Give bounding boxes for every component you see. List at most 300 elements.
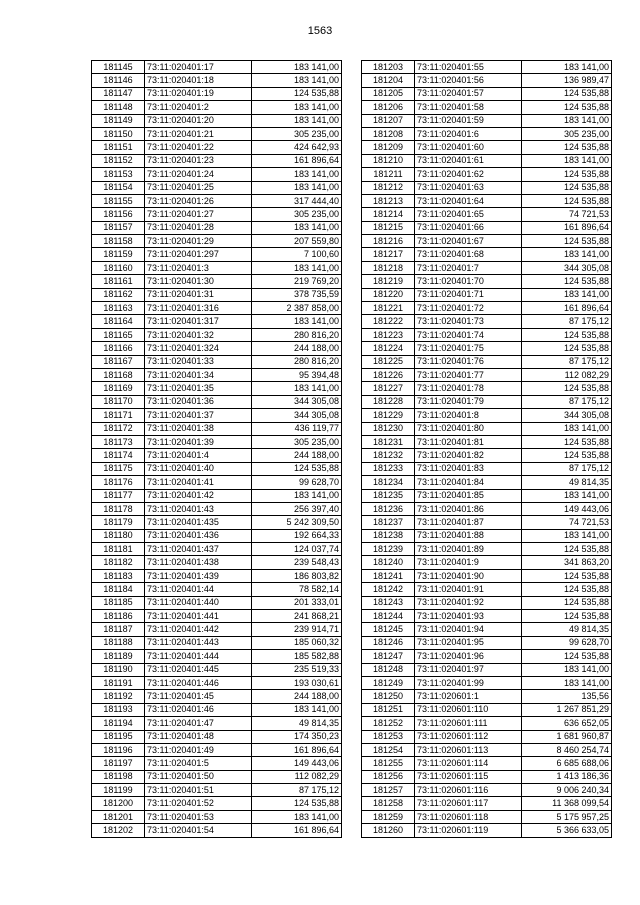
- row-number-cell: 181164: [92, 315, 145, 328]
- cadastral-number-cell: 73:11:020401:41: [145, 476, 252, 489]
- row-number-cell: 181182: [92, 556, 145, 569]
- table-row: [362, 342, 612, 355]
- row-number-cell: 181175: [92, 462, 145, 475]
- row-number-cell: 181257: [362, 784, 415, 797]
- cadastral-value-cell: 124 535,88: [522, 275, 612, 288]
- cadastral-value-cell: 436 119,77: [252, 422, 342, 435]
- cadastral-value-cell: 5 242 309,50: [252, 516, 342, 529]
- row-number-cell: 181188: [92, 636, 145, 649]
- row-number-cell: 181167: [92, 355, 145, 368]
- row-number-cell: 181184: [92, 583, 145, 596]
- table-row: [92, 462, 342, 475]
- cadastral-number-cell: 73:11:020401:57: [415, 87, 522, 100]
- cadastral-number-cell: 73:11:020401:24: [145, 168, 252, 181]
- table-row: [92, 623, 342, 636]
- cadastral-value-cell: 161 896,64: [252, 824, 342, 837]
- table-row: [362, 382, 612, 395]
- cadastral-number-cell: 73:11:020401:58: [415, 101, 522, 114]
- cadastral-value-cell: 6 685 688,06: [522, 757, 612, 770]
- cadastral-number-cell: 73:11:020401:49: [145, 743, 252, 756]
- cadastral-number-cell: 73:11:020401:29: [145, 235, 252, 248]
- cadastral-value-cell: 9 006 240,34: [522, 784, 612, 797]
- cadastral-value-cell: 183 141,00: [522, 489, 612, 502]
- cadastral-number-cell: 73:11:020601:118: [415, 810, 522, 823]
- table-row: [362, 784, 612, 797]
- page-number: 1563: [307, 25, 333, 37]
- row-number-cell: 181217: [362, 248, 415, 261]
- row-number-cell: 181228: [362, 395, 415, 408]
- row-number-cell: 181149: [92, 114, 145, 127]
- row-number-cell: 181248: [362, 663, 415, 676]
- row-number-cell: 181197: [92, 757, 145, 770]
- table-row: [92, 810, 342, 823]
- cadastral-value-cell: 183 141,00: [252, 221, 342, 234]
- cadastral-number-cell: 73:11:020401:77: [415, 368, 522, 381]
- table-row: [362, 141, 612, 154]
- table-row: [362, 489, 612, 502]
- table-row: [362, 690, 612, 703]
- cadastral-number-cell: 73:11:020401:8: [415, 409, 522, 422]
- cadastral-number-cell: 73:11:020401:67: [415, 235, 522, 248]
- table-row: [92, 676, 342, 689]
- table-row: [362, 208, 612, 221]
- cadastral-number-cell: 73:11:020401:94: [415, 623, 522, 636]
- cadastral-value-cell: 183 141,00: [252, 61, 342, 74]
- cadastral-number-cell: 73:11:020401:31: [145, 288, 252, 301]
- cadastral-number-cell: 73:11:020401:78: [415, 382, 522, 395]
- row-number-cell: 181232: [362, 449, 415, 462]
- cadastral-value-cell: 1 681 960,87: [522, 730, 612, 743]
- cadastral-number-cell: 73:11:020401:3: [145, 261, 252, 274]
- table-row: [92, 101, 342, 114]
- cadastral-value-cell: 161 896,64: [522, 302, 612, 315]
- cadastral-value-cell: 124 535,88: [522, 569, 612, 582]
- cadastral-value-cell: 239 914,71: [252, 623, 342, 636]
- cadastral-value-cell: 87 175,12: [522, 355, 612, 368]
- row-number-cell: 181258: [362, 797, 415, 810]
- cadastral-number-cell: 73:11:020401:81: [415, 435, 522, 448]
- table-row: [92, 328, 342, 341]
- row-number-cell: 181233: [362, 462, 415, 475]
- cadastral-value-cell: 239 548,43: [252, 556, 342, 569]
- cadastral-number-cell: 73:11:020401:441: [145, 610, 252, 623]
- cadastral-value-cell: 87 175,12: [252, 784, 342, 797]
- row-number-cell: 181251: [362, 703, 415, 716]
- row-number-cell: 181259: [362, 810, 415, 823]
- table-row: [362, 154, 612, 167]
- cadastral-number-cell: 73:11:020601:110: [415, 703, 522, 716]
- table-row: [92, 342, 342, 355]
- cadastral-number-cell: 73:11:020401:5: [145, 757, 252, 770]
- row-number-cell: 181176: [92, 476, 145, 489]
- cadastral-value-cell: 341 863,20: [522, 556, 612, 569]
- cadastral-number-cell: 73:11:020401:97: [415, 663, 522, 676]
- table-row: [92, 596, 342, 609]
- cadastral-value-cell: 124 535,88: [522, 449, 612, 462]
- cadastral-number-cell: 73:11:020401:88: [415, 529, 522, 542]
- table-row: [362, 435, 612, 448]
- cadastral-number-cell: 73:11:020401:324: [145, 342, 252, 355]
- table-row: [92, 743, 342, 756]
- table-row: [92, 355, 342, 368]
- cadastral-value-cell: 244 188,00: [252, 342, 342, 355]
- row-number-cell: 181201: [92, 810, 145, 823]
- cadastral-value-cell: 124 535,88: [522, 596, 612, 609]
- cadastral-number-cell: 73:11:020401:87: [415, 516, 522, 529]
- row-number-cell: 181236: [362, 502, 415, 515]
- row-number-cell: 181242: [362, 583, 415, 596]
- table-row: [362, 194, 612, 207]
- cadastral-value-cell: 136 989,47: [522, 74, 612, 87]
- cadastral-value-cell: 201 333,01: [252, 596, 342, 609]
- row-number-cell: 181252: [362, 717, 415, 730]
- cadastral-value-cell: 183 141,00: [252, 261, 342, 274]
- cadastral-value-cell: 183 141,00: [522, 61, 612, 74]
- row-number-cell: 181246: [362, 636, 415, 649]
- cadastral-value-cell: 49 814,35: [522, 623, 612, 636]
- cadastral-number-cell: 73:11:020401:54: [145, 824, 252, 837]
- row-number-cell: 181211: [362, 168, 415, 181]
- cadastral-number-cell: 73:11:020401:92: [415, 596, 522, 609]
- cadastral-value-cell: 183 141,00: [252, 114, 342, 127]
- cadastral-number-cell: 73:11:020401:446: [145, 676, 252, 689]
- cadastral-number-cell: 73:11:020401:317: [145, 315, 252, 328]
- row-number-cell: 181213: [362, 194, 415, 207]
- table-row: [92, 194, 342, 207]
- cadastral-number-cell: 73:11:020401:17: [145, 61, 252, 74]
- cadastral-value-cell: 5 366 633,05: [522, 824, 612, 837]
- cadastral-value-cell: 305 235,00: [252, 127, 342, 140]
- cadastral-number-cell: 73:11:020401:68: [415, 248, 522, 261]
- row-number-cell: 181153: [92, 168, 145, 181]
- cadastral-value-cell: 305 235,00: [522, 127, 612, 140]
- cadastral-number-cell: 73:11:020401:53: [145, 810, 252, 823]
- row-number-cell: 181249: [362, 676, 415, 689]
- table-row: [362, 516, 612, 529]
- row-number-cell: 181226: [362, 368, 415, 381]
- cadastral-value-cell: 183 141,00: [522, 676, 612, 689]
- table-row: [92, 516, 342, 529]
- row-number-cell: 181151: [92, 141, 145, 154]
- cadastral-value-cell: 124 535,88: [522, 328, 612, 341]
- cadastral-number-cell: 73:11:020401:47: [145, 717, 252, 730]
- table-row: [92, 757, 342, 770]
- table-row: [92, 489, 342, 502]
- cadastral-number-cell: 73:11:020401:48: [145, 730, 252, 743]
- table-row: [92, 395, 342, 408]
- row-number-cell: 181235: [362, 489, 415, 502]
- cadastral-number-cell: 73:11:020401:72: [415, 302, 522, 315]
- cadastral-number-cell: 73:11:020401:90: [415, 569, 522, 582]
- row-number-cell: 181171: [92, 409, 145, 422]
- table-row: [92, 141, 342, 154]
- table-row: [362, 824, 612, 837]
- cadastral-value-cell: 124 535,88: [252, 797, 342, 810]
- row-number-cell: 181204: [362, 74, 415, 87]
- cadastral-value-cell: 183 141,00: [252, 382, 342, 395]
- table-row: [362, 529, 612, 542]
- cadastral-value-cell: 183 141,00: [522, 248, 612, 261]
- row-number-cell: 181173: [92, 435, 145, 448]
- row-number-cell: 181191: [92, 676, 145, 689]
- table-row: [92, 770, 342, 783]
- row-number-cell: 181185: [92, 596, 145, 609]
- row-number-cell: 181186: [92, 610, 145, 623]
- cadastral-value-cell: 74 721,53: [522, 516, 612, 529]
- table-row: [362, 315, 612, 328]
- row-number-cell: 181189: [92, 650, 145, 663]
- row-number-cell: 181194: [92, 717, 145, 730]
- cadastral-number-cell: 73:11:020401:61: [415, 154, 522, 167]
- table-row: [362, 610, 612, 623]
- cadastral-number-cell: 73:11:020401:86: [415, 502, 522, 515]
- table-row: [362, 248, 612, 261]
- cadastral-value-cell: 124 535,88: [522, 235, 612, 248]
- table-row: [362, 770, 612, 783]
- row-number-cell: 181150: [92, 127, 145, 140]
- register-table-left: [91, 60, 342, 838]
- row-number-cell: 181212: [362, 181, 415, 194]
- table-row: [362, 743, 612, 756]
- cadastral-value-cell: 185 582,88: [252, 650, 342, 663]
- cadastral-value-cell: 183 141,00: [522, 422, 612, 435]
- cadastral-value-cell: 112 082,29: [252, 770, 342, 783]
- table-row: [362, 543, 612, 556]
- row-number-cell: 181222: [362, 315, 415, 328]
- row-number-cell: 181231: [362, 435, 415, 448]
- row-number-cell: 181221: [362, 302, 415, 315]
- cadastral-value-cell: 135,56: [522, 690, 612, 703]
- row-number-cell: 181225: [362, 355, 415, 368]
- table-row: [92, 797, 342, 810]
- cadastral-number-cell: 73:11:020401:20: [145, 114, 252, 127]
- table-row: [92, 181, 342, 194]
- row-number-cell: 181239: [362, 543, 415, 556]
- table-row: [92, 248, 342, 261]
- cadastral-number-cell: 73:11:020401:444: [145, 650, 252, 663]
- cadastral-number-cell: 73:11:020401:23: [145, 154, 252, 167]
- table-row: [92, 476, 342, 489]
- table-row: [362, 476, 612, 489]
- cadastral-value-cell: 183 141,00: [252, 489, 342, 502]
- cadastral-value-cell: 183 141,00: [252, 74, 342, 87]
- cadastral-value-cell: 8 460 254,74: [522, 743, 612, 756]
- table-row: [362, 636, 612, 649]
- cadastral-number-cell: 73:11:020401:6: [415, 127, 522, 140]
- table-row: [92, 235, 342, 248]
- row-number-cell: 181219: [362, 275, 415, 288]
- cadastral-number-cell: 73:11:020401:85: [415, 489, 522, 502]
- row-number-cell: 181243: [362, 596, 415, 609]
- table-row: [92, 168, 342, 181]
- table-row: [92, 650, 342, 663]
- row-number-cell: 181179: [92, 516, 145, 529]
- table-row: [92, 382, 342, 395]
- row-number-cell: 181148: [92, 101, 145, 114]
- table-row: [92, 368, 342, 381]
- row-number-cell: 181152: [92, 154, 145, 167]
- row-number-cell: 181162: [92, 288, 145, 301]
- row-number-cell: 181172: [92, 422, 145, 435]
- cadastral-value-cell: 74 721,53: [522, 208, 612, 221]
- row-number-cell: 181163: [92, 302, 145, 315]
- cadastral-number-cell: 73:11:020401:55: [415, 61, 522, 74]
- cadastral-number-cell: 73:11:020401:59: [415, 114, 522, 127]
- cadastral-number-cell: 73:11:020401:35: [145, 382, 252, 395]
- cadastral-value-cell: 124 535,88: [252, 462, 342, 475]
- cadastral-value-cell: 280 816,20: [252, 328, 342, 341]
- table-row: [92, 154, 342, 167]
- row-number-cell: 181169: [92, 382, 145, 395]
- table-row: [92, 583, 342, 596]
- row-number-cell: 181190: [92, 663, 145, 676]
- cadastral-value-cell: 11 368 099,54: [522, 797, 612, 810]
- row-number-cell: 181207: [362, 114, 415, 127]
- row-number-cell: 181255: [362, 757, 415, 770]
- table-row: [92, 663, 342, 676]
- cadastral-value-cell: 124 535,88: [522, 583, 612, 596]
- cadastral-value-cell: 99 628,70: [252, 476, 342, 489]
- cadastral-number-cell: 73:11:020601:117: [415, 797, 522, 810]
- row-number-cell: 181170: [92, 395, 145, 408]
- row-number-cell: 181247: [362, 650, 415, 663]
- cadastral-value-cell: 183 141,00: [522, 288, 612, 301]
- table-row: [92, 824, 342, 837]
- cadastral-number-cell: 73:11:020601:116: [415, 784, 522, 797]
- cadastral-number-cell: 73:11:020401:71: [415, 288, 522, 301]
- row-number-cell: 181174: [92, 449, 145, 462]
- cadastral-number-cell: 73:11:020401:51: [145, 784, 252, 797]
- table-row: [362, 395, 612, 408]
- table-row: [362, 261, 612, 274]
- cadastral-number-cell: 73:11:020401:27: [145, 208, 252, 221]
- table-row: [362, 235, 612, 248]
- cadastral-value-cell: 124 535,88: [522, 141, 612, 154]
- table-row: [92, 261, 342, 274]
- row-number-cell: 181187: [92, 623, 145, 636]
- row-number-cell: 181200: [92, 797, 145, 810]
- row-number-cell: 181180: [92, 529, 145, 542]
- row-number-cell: 181256: [362, 770, 415, 783]
- row-number-cell: 181240: [362, 556, 415, 569]
- table-row: [362, 569, 612, 582]
- cadastral-number-cell: 73:11:020401:22: [145, 141, 252, 154]
- row-number-cell: 181178: [92, 502, 145, 515]
- cadastral-number-cell: 73:11:020401:76: [415, 355, 522, 368]
- row-number-cell: 181237: [362, 516, 415, 529]
- cadastral-value-cell: 183 141,00: [252, 181, 342, 194]
- cadastral-value-cell: 183 141,00: [522, 154, 612, 167]
- cadastral-number-cell: 73:11:020401:74: [415, 328, 522, 341]
- cadastral-number-cell: 73:11:020401:297: [145, 248, 252, 261]
- cadastral-number-cell: 73:11:020401:83: [415, 462, 522, 475]
- cadastral-number-cell: 73:11:020601:112: [415, 730, 522, 743]
- cadastral-number-cell: 73:11:020601:113: [415, 743, 522, 756]
- table-row: [92, 221, 342, 234]
- row-number-cell: 181253: [362, 730, 415, 743]
- cadastral-value-cell: 124 535,88: [522, 101, 612, 114]
- table-row: [362, 127, 612, 140]
- row-number-cell: 181159: [92, 248, 145, 261]
- table-row: [362, 703, 612, 716]
- cadastral-number-cell: 73:11:020401:2: [145, 101, 252, 114]
- table-row: [362, 61, 612, 74]
- row-number-cell: 181224: [362, 342, 415, 355]
- row-number-cell: 181198: [92, 770, 145, 783]
- cadastral-value-cell: 317 444,40: [252, 194, 342, 207]
- row-number-cell: 181183: [92, 569, 145, 582]
- cadastral-number-cell: 73:11:020401:46: [145, 703, 252, 716]
- cadastral-value-cell: 183 141,00: [252, 168, 342, 181]
- cadastral-value-cell: 1 413 186,36: [522, 770, 612, 783]
- cadastral-value-cell: 149 443,06: [252, 757, 342, 770]
- cadastral-value-cell: 244 188,00: [252, 690, 342, 703]
- row-number-cell: 181192: [92, 690, 145, 703]
- cadastral-number-cell: 73:11:020401:7: [415, 261, 522, 274]
- cadastral-number-cell: 73:11:020401:99: [415, 676, 522, 689]
- row-number-cell: 181165: [92, 328, 145, 341]
- cadastral-value-cell: 186 803,82: [252, 569, 342, 582]
- cadastral-number-cell: 73:11:020401:84: [415, 476, 522, 489]
- table-row: [362, 221, 612, 234]
- register-table-right: [361, 60, 612, 838]
- cadastral-value-cell: 344 305,08: [522, 261, 612, 274]
- table-row: [362, 663, 612, 676]
- cadastral-value-cell: 124 535,88: [522, 181, 612, 194]
- row-number-cell: 181147: [92, 87, 145, 100]
- table-row: [362, 650, 612, 663]
- cadastral-value-cell: 124 535,88: [522, 382, 612, 395]
- cadastral-value-cell: 78 582,14: [252, 583, 342, 596]
- table-row: [362, 87, 612, 100]
- cadastral-number-cell: 73:11:020401:436: [145, 529, 252, 542]
- row-number-cell: 181210: [362, 154, 415, 167]
- cadastral-value-cell: 87 175,12: [522, 462, 612, 475]
- table-row: [362, 757, 612, 770]
- cadastral-number-cell: 73:11:020401:37: [145, 409, 252, 422]
- cadastral-value-cell: 161 896,64: [252, 154, 342, 167]
- cadastral-value-cell: 183 141,00: [252, 101, 342, 114]
- table-row: [362, 623, 612, 636]
- row-number-cell: 181203: [362, 61, 415, 74]
- row-number-cell: 181156: [92, 208, 145, 221]
- cadastral-value-cell: 305 235,00: [252, 208, 342, 221]
- table-row: [362, 462, 612, 475]
- row-number-cell: 181154: [92, 181, 145, 194]
- row-number-cell: 181145: [92, 61, 145, 74]
- table-row: [92, 87, 342, 100]
- row-number-cell: 181166: [92, 342, 145, 355]
- row-number-cell: 181196: [92, 743, 145, 756]
- row-number-cell: 181229: [362, 409, 415, 422]
- row-number-cell: 181146: [92, 74, 145, 87]
- cadastral-number-cell: 73:11:020401:70: [415, 275, 522, 288]
- cadastral-value-cell: 192 664,33: [252, 529, 342, 542]
- cadastral-number-cell: 73:11:020401:93: [415, 610, 522, 623]
- cadastral-number-cell: 73:11:020401:42: [145, 489, 252, 502]
- table-row: [92, 717, 342, 730]
- table-row: [92, 784, 342, 797]
- table-row: [92, 569, 342, 582]
- table-row: [362, 275, 612, 288]
- cadastral-number-cell: 73:11:020401:19: [145, 87, 252, 100]
- row-number-cell: 181241: [362, 569, 415, 582]
- row-number-cell: 181202: [92, 824, 145, 837]
- cadastral-number-cell: 73:11:020401:89: [415, 543, 522, 556]
- cadastral-number-cell: 73:11:020401:63: [415, 181, 522, 194]
- table-row: [92, 422, 342, 435]
- table-row: [362, 730, 612, 743]
